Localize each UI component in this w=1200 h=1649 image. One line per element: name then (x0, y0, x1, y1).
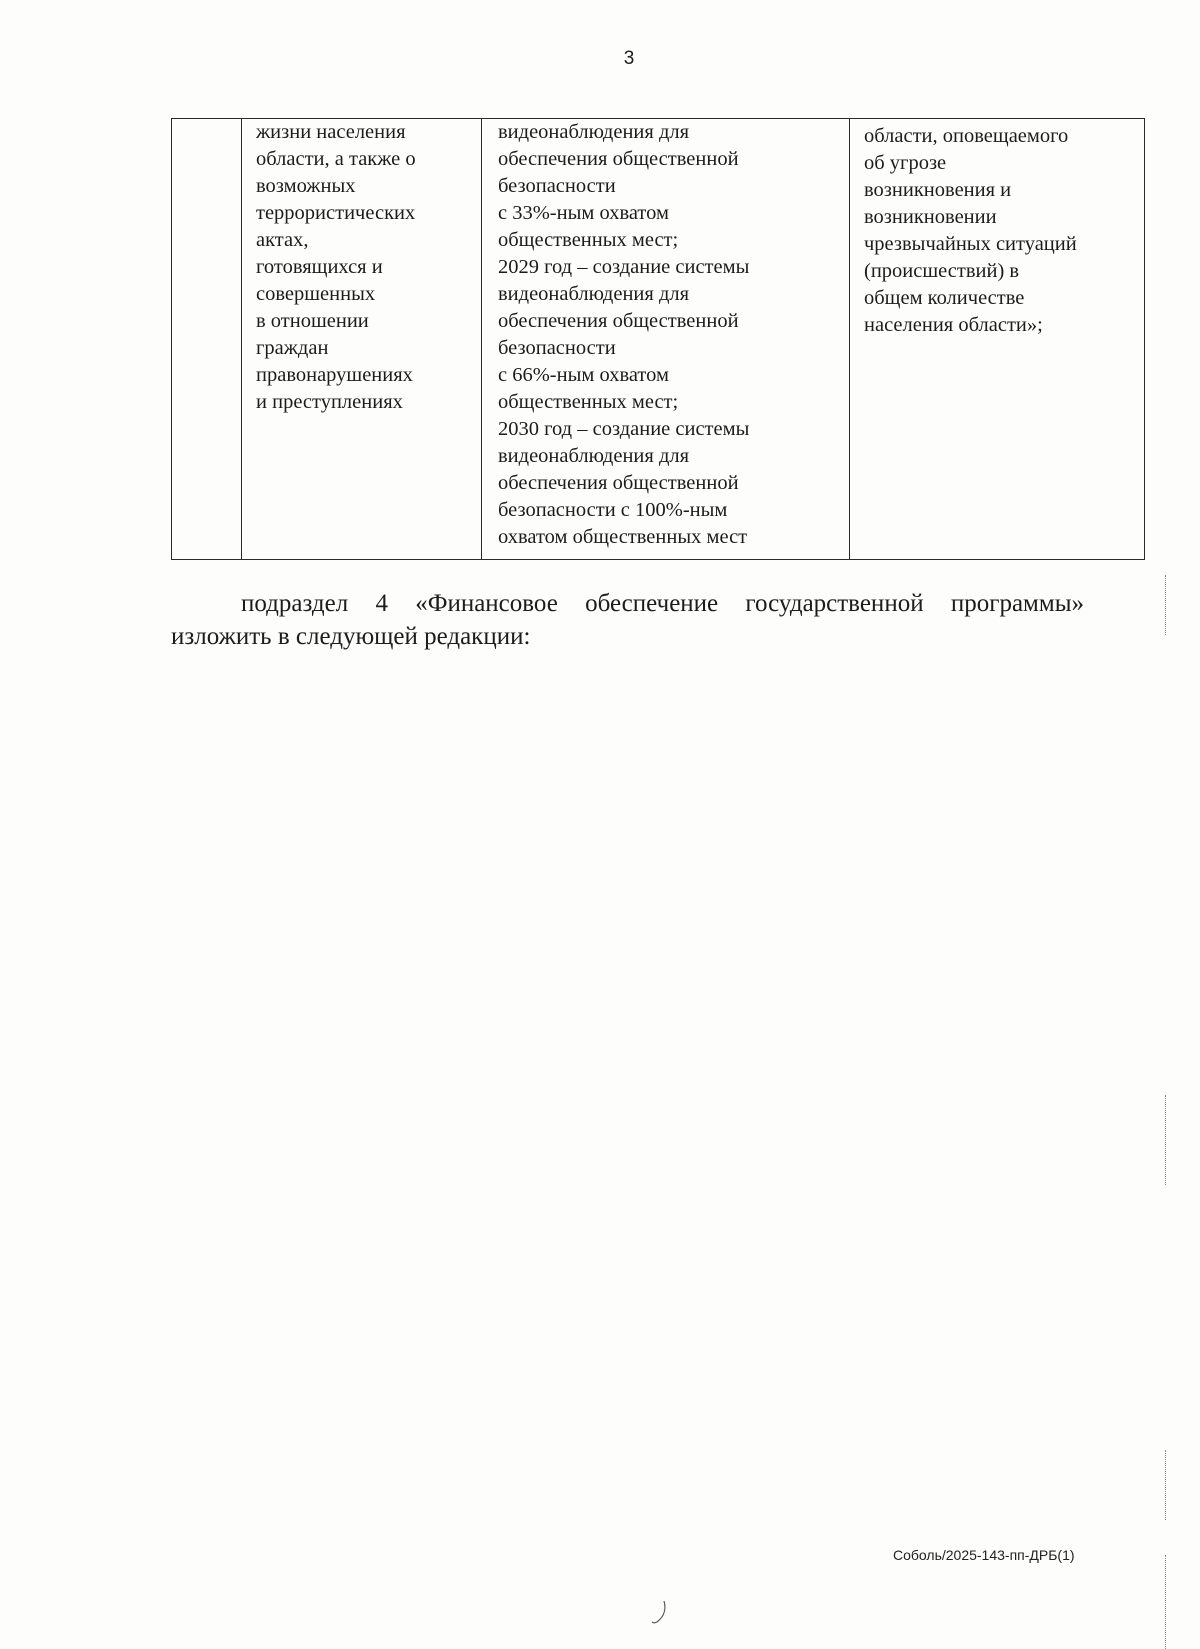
cell-line: возникновения и (864, 179, 1012, 201)
cell-line: в отношении (256, 310, 369, 332)
table-cell-milestones (482, 119, 850, 560)
cell-line: 2030 год – создание системы (498, 418, 750, 440)
scan-edge-mark (1165, 1555, 1167, 1649)
cell-line: безопасности (498, 175, 616, 197)
cell-line: актах, (256, 229, 309, 251)
cell-line: и преступлениях (256, 391, 403, 413)
cell-line: безопасности (498, 337, 616, 359)
scan-edge-mark (1165, 1095, 1167, 1185)
cell-line: общем количестве (864, 287, 1025, 309)
cell-line: области, оповещаемого (864, 125, 1069, 147)
scan-edge-mark (1165, 1450, 1167, 1520)
cell-line: чрезвычайных ситуаций (864, 233, 1077, 255)
cell-line: с 66%-ным охватом (498, 364, 669, 386)
cell-text-col-1 (256, 119, 477, 416)
cell-line: общественных мест; (498, 391, 679, 413)
cell-line: общественных мест; (498, 229, 679, 251)
cell-line: безопасности с 100%-ным (498, 499, 728, 521)
cell-line: видеонаблюдения для (498, 121, 690, 143)
cell-line: жизни населения (256, 121, 406, 143)
cell-line: области, а также о (256, 148, 416, 170)
cell-line: обеспечения общественной (498, 148, 739, 170)
document-code: Соболь/2025-143-пп-ДРБ(1) (893, 1547, 1075, 1563)
cell-line: готовящихся и (256, 256, 383, 278)
table-cell-number (172, 119, 242, 560)
cell-text-col-2 (498, 119, 845, 551)
cell-line: террористических (256, 202, 416, 224)
cell-line: населения области»; (864, 314, 1043, 336)
table-cell-description (242, 119, 482, 560)
scan-edge-mark (1165, 575, 1167, 635)
cell-text-col-3 (864, 123, 1140, 339)
table-cell-indicator (850, 119, 1145, 560)
cell-line: об угрозе (864, 152, 947, 174)
amendment-line-2: изложить в следующей редакции: (171, 623, 531, 650)
ink-squiggle-mark (649, 1598, 671, 1626)
cell-line: обеспечения общественной (498, 310, 739, 332)
cell-line: граждан (256, 337, 329, 359)
cell-line: правонарушениях (256, 364, 413, 386)
continued-table (171, 118, 1145, 560)
cell-line: видеонаблюдения для (498, 283, 690, 305)
cell-line: охватом общественных мест (498, 526, 748, 548)
cell-line: возможных (256, 175, 356, 197)
cell-line: 2029 год – создание системы (498, 256, 750, 278)
cell-line: с 33%-ным охватом (498, 202, 669, 224)
cell-line: обеспечения общественной (498, 472, 739, 494)
amendment-line-1: подраздел 4 «Финансовое обеспечение государственной программы» (241, 590, 1084, 617)
table-row (172, 119, 1145, 560)
cell-line: совершенных (256, 283, 376, 305)
amendment-paragraph (171, 587, 1084, 653)
cell-line: (происшествий) в (864, 260, 1020, 282)
page-number: 3 (623, 48, 635, 69)
cell-line: видеонаблюдения для (498, 445, 690, 467)
cell-line: возникновении (864, 206, 997, 228)
